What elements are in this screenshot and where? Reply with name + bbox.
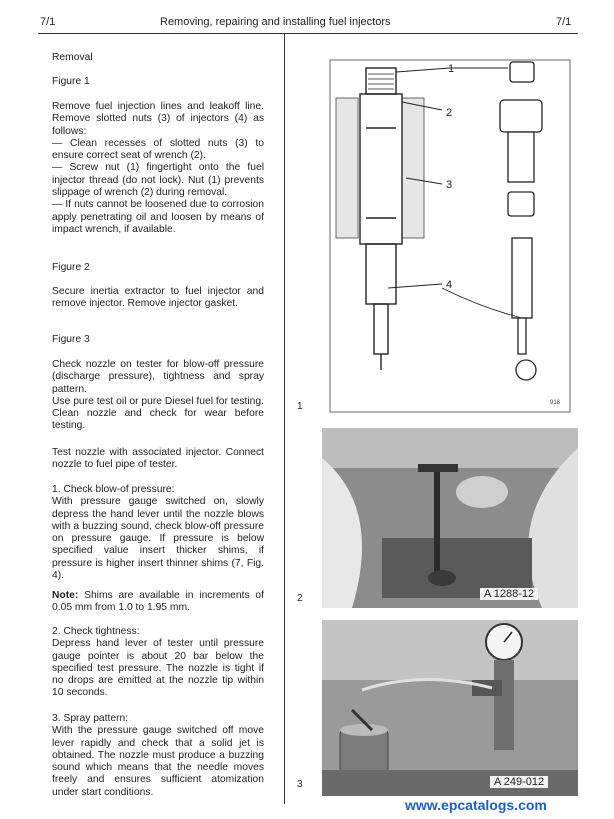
fig1-bullet-1: — Clean recesses of slotted nuts (3) to ensure correct seat of wrench (2). <box>52 137 264 162</box>
note-block <box>52 590 264 615</box>
note-text: Shims are available in increments of 0.05 mm from 1.0 to 1.95 mm. <box>52 590 264 614</box>
watermark-url: www.epcatalogs.com <box>405 797 547 813</box>
fig2-engine-photo <box>322 428 578 608</box>
fig3-caption: A 249-012 <box>490 776 548 788</box>
header-page-right: 7/1 <box>556 16 572 28</box>
fig1-bullet-2: — Screw nut (1) fingertight onto the fuel injector thread (do not lock). Nut (1) prevents slippage of wrench (2) during removal. <box>52 162 264 199</box>
header-page-left: 7/1 <box>40 16 56 28</box>
fig3-paragraph-1: Check nozzle on tester for blow-off pressure (discharge pressure), tightness and spray pattern. <box>52 359 264 395</box>
fig3-photo <box>322 620 578 796</box>
check1-text: With pressure gauge switched on, slowly depress the hand lever until the nozzle blows with a buzzing sound, check blow-off pressure on pressure gauge. If pressure is below specified value insert thicker shims, if pressure is higher insert thinner shims (7, Fig. 4). <box>52 496 264 582</box>
fig2-photo <box>322 428 578 608</box>
fig1-callout-2: 2 <box>446 107 453 119</box>
column-divider <box>284 34 285 804</box>
check2-text: Depress hand lever of tester until pressure gauge pointer is about 20 bar below the specified test pressure. The nozzle is tight if no drops are emitted at the nozzle tip within 10 seconds. <box>52 638 264 699</box>
fig2-caption: A 1288-12 <box>480 588 538 600</box>
check1-block <box>52 484 264 582</box>
fig3-paragraph-2: Use pure test oil or pure Diesel fuel for testing. Clean nozzle and check for wear before testing. <box>52 395 264 432</box>
fig1-injector-illustration <box>322 58 578 418</box>
header-rule <box>38 33 578 34</box>
note-label: Note: <box>52 590 79 601</box>
fig3-number: 3 <box>297 779 303 790</box>
part-nut-1 <box>510 62 534 82</box>
fig1-drawing <box>322 58 578 418</box>
fig3-text <box>52 359 264 433</box>
fig1-callout-1: 1 <box>448 63 455 75</box>
removal-heading: Removal <box>52 52 93 63</box>
fig1-bullet-3: — If nuts cannot be loosened due to corrosion apply penetrating oil and loosen by means of impact wrench, if available. <box>52 199 264 235</box>
test-text: Test nozzle with associated injector. Connect nozzle to fuel pipe of tester. <box>52 447 264 471</box>
fig2-number: 2 <box>297 593 303 604</box>
fig1-code: 918 <box>550 400 561 406</box>
check3-text: With the pressure gauge switched off move lever rapidly and check that a solid jet is obtained. The nozzle must produce a buzzing sound which means that the needle moves freely and ensures sufficient atomization under start conditions. <box>52 725 264 798</box>
fig1-intro: Remove fuel injection lines and leakoff line. Remove slotted nuts (3) of injectors (4) as follows: <box>52 101 264 137</box>
fig1-heading: Figure 1 <box>52 76 90 87</box>
check2-block <box>52 626 264 700</box>
check2-heading: 2. Check tightness: <box>52 626 140 637</box>
part-wrench-2 <box>500 100 542 132</box>
part-injector-4 <box>512 238 532 318</box>
check3-heading: 3. Spray pattern: <box>52 713 129 724</box>
header-title: Removing, repairing and installing fuel injectors <box>160 16 391 28</box>
fig3-heading: Figure 3 <box>52 334 90 345</box>
fig2-heading: Figure 2 <box>52 262 90 273</box>
part-slotted-nut-3 <box>508 192 534 216</box>
fig1-callout-3: 3 <box>446 179 453 191</box>
fig1-callout-4: 4 <box>446 279 453 291</box>
fig1-number: 1 <box>297 401 303 412</box>
fig1-instructions <box>52 101 264 236</box>
fig3-tester-photo <box>322 620 578 796</box>
check1-heading: 1. Check blow-of pressure: <box>52 484 175 495</box>
check3-block <box>52 713 264 799</box>
fig2-text: Secure inertia extractor to fuel injector and remove injector. Remove injector gasket. <box>52 286 264 310</box>
